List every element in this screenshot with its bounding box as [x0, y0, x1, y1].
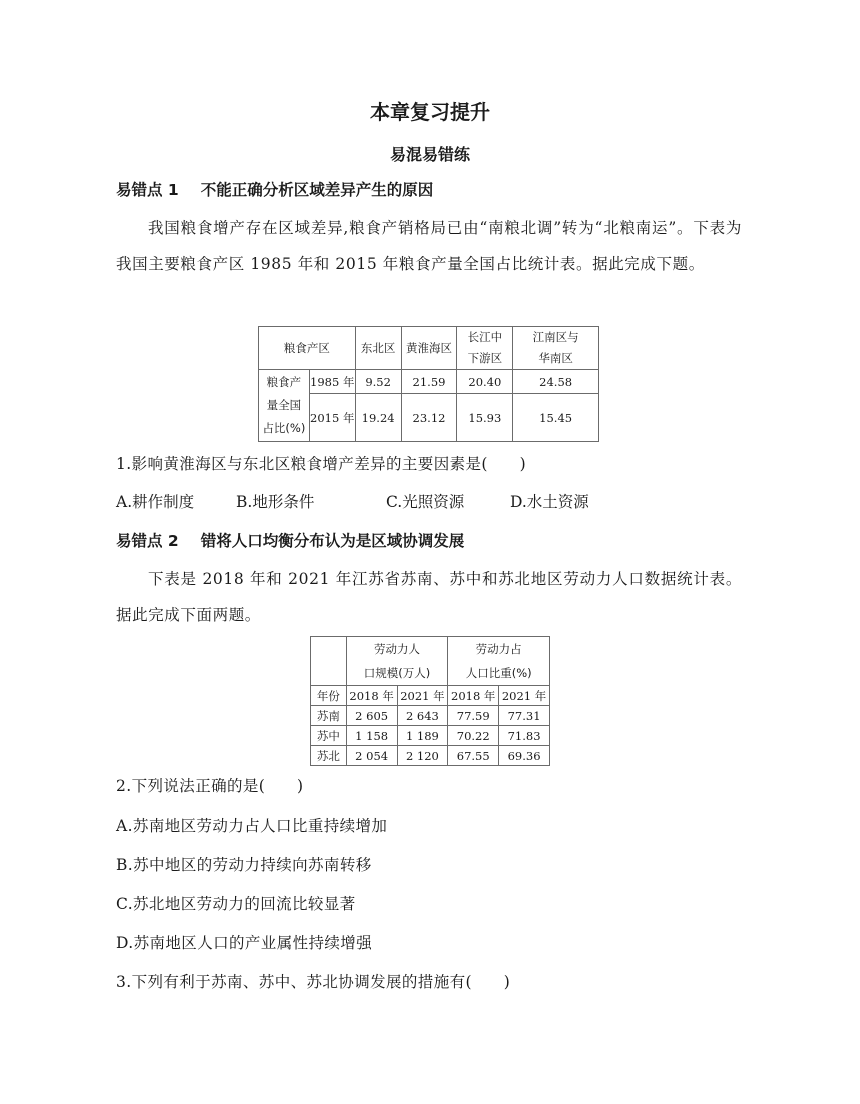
- table-row: [311, 726, 550, 746]
- table-row: [259, 394, 599, 442]
- header-line: 江南区与: [532, 330, 579, 344]
- year-cell: 2021 年: [499, 686, 550, 706]
- value-cell: 71.83: [499, 726, 550, 746]
- table-row: [311, 746, 550, 766]
- value-cell: 77.59: [448, 706, 499, 726]
- value-cell: 20.40: [457, 370, 513, 394]
- year-cell: 2021 年: [397, 686, 448, 706]
- page-title: 本章复习提升: [370, 100, 490, 124]
- value-cell: 19.24: [355, 394, 401, 442]
- question-3-stem: 3.下列有利于苏南、苏中、苏北协调发展的措施有( ): [116, 973, 511, 991]
- value-cell: 9.52: [355, 370, 401, 394]
- year-cell: 2015 年: [309, 394, 355, 442]
- table-header-cell: [513, 327, 599, 370]
- value-cell: 70.22: [448, 726, 499, 746]
- question-2-option-d: D.苏南地区人口的产业属性持续增强: [116, 934, 373, 952]
- header-line: 口规模(万人): [363, 666, 431, 680]
- header-line: 下游区: [467, 351, 503, 365]
- value-cell: 67.55: [448, 746, 499, 766]
- table-header-cell: 东北区: [355, 327, 401, 370]
- region-cell: 苏中: [311, 726, 347, 746]
- section-tag: 易错点 2: [116, 532, 179, 550]
- header-line: 劳动力人: [374, 642, 421, 656]
- question-2-option-b: B.苏中地区的劳动力持续向苏南转移: [116, 856, 372, 874]
- table-row: [311, 706, 550, 726]
- header-line: 华南区: [538, 351, 573, 365]
- row-label-line: 量全国: [266, 398, 302, 412]
- question-2-stem: 2.下列说法正确的是( ): [116, 777, 304, 795]
- row-group-label: [259, 370, 310, 442]
- option-b: B.地形条件: [236, 493, 315, 511]
- value-cell: 2 054: [346, 746, 397, 766]
- section-heading-2: [116, 529, 464, 551]
- table-header-region: 粮食产区: [259, 327, 356, 370]
- year-cell: 1985 年: [309, 370, 355, 394]
- value-cell: 15.93: [457, 394, 513, 442]
- value-cell: 77.31: [499, 706, 550, 726]
- section-title: 错将人口均衡分布认为是区域协调发展: [200, 532, 465, 550]
- page-subtitle: 易混易错练: [389, 145, 470, 164]
- year-cell: 2018 年: [448, 686, 499, 706]
- section-tag: 易错点 1: [116, 181, 179, 199]
- value-cell: 21.59: [401, 370, 457, 394]
- labor-table: [310, 636, 550, 766]
- region-cell: 苏南: [311, 706, 347, 726]
- header-line: 人口比重(%): [465, 666, 532, 680]
- table-header-cell: 黄淮海区: [401, 327, 457, 370]
- question-2-option-a: A.苏南地区劳动力占人口比重持续增加: [116, 817, 388, 835]
- value-cell: 69.36: [499, 746, 550, 766]
- value-cell: 23.12: [401, 394, 457, 442]
- value-cell: 24.58: [513, 370, 599, 394]
- intro-paragraph-2: 下表是 2018 年和 2021 年江苏省苏南、苏中和苏北地区劳动力人口数据统计表。据此完成下面两题。: [116, 570, 742, 624]
- question-1-stem: 1.影响黄淮海区与东北区粮食增产差异的主要因素是( ): [116, 455, 527, 473]
- header-line: 劳动力占: [475, 642, 522, 656]
- table-row: [311, 686, 550, 706]
- value-cell: 2 643: [397, 706, 448, 726]
- option-d: D.水土资源: [510, 493, 589, 511]
- grain-table: [258, 326, 599, 442]
- option-c: C.光照资源: [386, 493, 465, 511]
- region-cell: 苏北: [311, 746, 347, 766]
- table-header-cell: [457, 327, 513, 370]
- row-label-line: 粮食产: [266, 375, 302, 389]
- value-cell: 2 605: [346, 706, 397, 726]
- table-row: [259, 370, 599, 394]
- row-label-line: 占比(%): [262, 421, 306, 435]
- section-title: 不能正确分析区域差异产生的原因: [200, 181, 434, 199]
- empty-corner: [311, 637, 347, 686]
- section-heading-1: [116, 178, 433, 200]
- value-cell: 2 120: [397, 746, 448, 766]
- value-cell: 1 158: [346, 726, 397, 746]
- header-line: 长江中: [467, 330, 503, 344]
- group-header-labor-share: [448, 637, 550, 686]
- year-label-cell: 年份: [311, 686, 347, 706]
- value-cell: 1 189: [397, 726, 448, 746]
- year-cell: 2018 年: [346, 686, 397, 706]
- question-2-option-c: C.苏北地区劳动力的回流比较显著: [116, 895, 356, 913]
- intro-paragraph-1: 我国粮食增产存在区域差异,粮食产销格局已由“南粮北调”转为“北粮南运”。下表为我国主要粮食产区 1985 年和 2015 年粮食产量全国占比统计表。据此完成下题。: [116, 219, 742, 273]
- option-a: A.耕作制度: [116, 493, 195, 511]
- group-header-labor-size: [346, 637, 448, 686]
- question-1-options: [116, 490, 742, 514]
- value-cell: 15.45: [513, 394, 599, 442]
